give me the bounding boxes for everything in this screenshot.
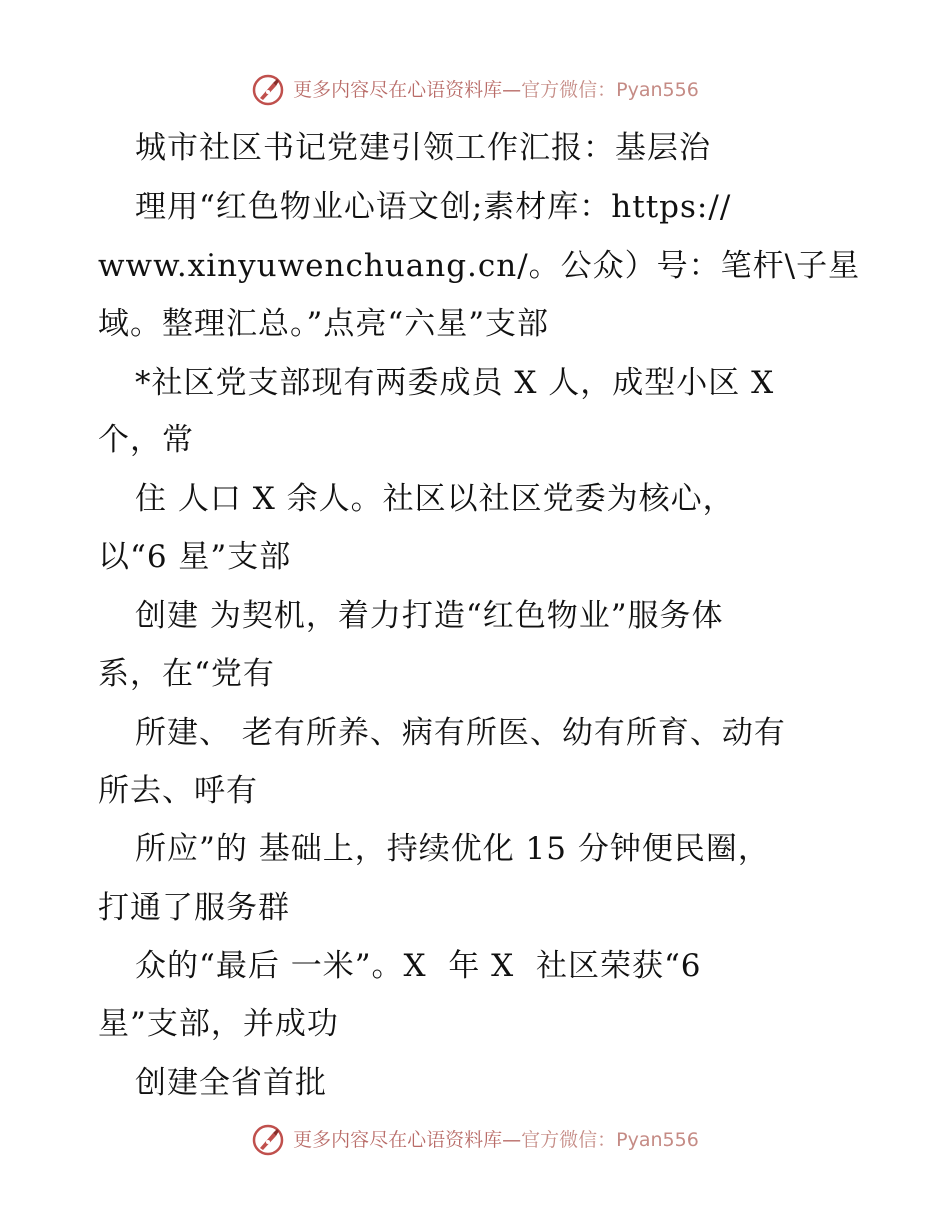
footer-banner	[0, 1123, 950, 1157]
body-line: 系，在“党有	[98, 656, 275, 692]
body-line: 所去、呼有	[98, 773, 258, 809]
body-line: 所建、 老有所养、病有所医、幼有所育、动有	[135, 715, 786, 751]
body-line: 创建全省首批	[135, 1065, 327, 1101]
body-line: 个，常	[98, 422, 194, 458]
fountain-pen-seal-icon	[251, 1123, 285, 1157]
body-line: 所应”的 基础上，持续优化 15 分钟便民圈，	[135, 831, 770, 867]
body-line: *社区党支部现有两委成员 X 人，成型小区 X	[135, 365, 775, 401]
banner-text: 更多内容尽在心语资料库—官方微信：Pyan556	[293, 79, 699, 101]
body-line: 域。整理汇总。”点亮“六星”支部	[98, 306, 550, 342]
body-line: 理用“红色物业心语文创;素材库：https://	[135, 189, 732, 225]
body-line: 星”支部，并成功	[98, 1006, 339, 1042]
body-line: www.xinyuwenchuang.cn/。公众）号：笔杆\子星	[98, 248, 861, 284]
body-line: 住 人口 X 余人。社区以社区党委为核心，	[135, 481, 735, 517]
body-line: 城市社区书记党建引领工作汇报：基层治	[135, 130, 711, 166]
body-line: 以“6 星”支部	[98, 539, 292, 575]
banner-text: 更多内容尽在心语资料库—官方微信：Pyan556	[293, 1129, 699, 1151]
body-line: 打通了服务群	[98, 890, 290, 926]
body-line: 创建 为契机，着力打造“红色物业”服务体	[135, 598, 724, 634]
body-line: 众的“最后 一米”。X 年 X 社区荣获“6	[135, 948, 702, 984]
